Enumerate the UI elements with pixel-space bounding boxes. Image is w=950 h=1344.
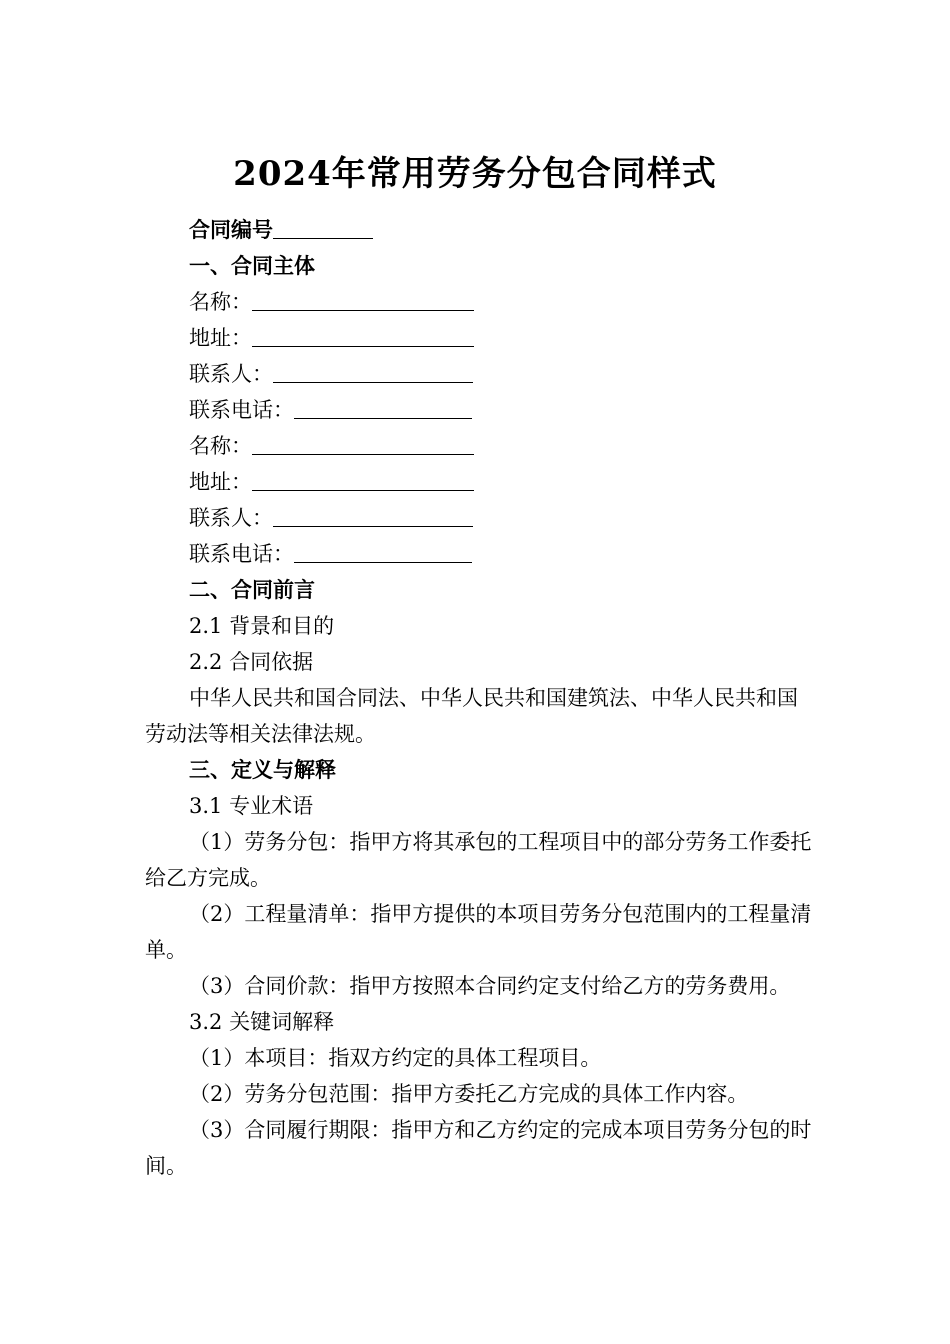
party-a-name-label: 名称： <box>189 290 252 314</box>
party-a-contact-label: 联系人： <box>189 362 273 386</box>
party-b-contact-label: 联系人： <box>189 506 273 530</box>
keyword-item-1: （1）本项目：指双方约定的具体工程项目。 <box>189 1046 602 1070</box>
party-b-contact-line <box>189 500 473 536</box>
contract-number-label: 合同编号 <box>189 218 273 242</box>
party-b-address-line <box>189 464 474 500</box>
keyword-item-2: （2）劳务分包范围：指甲方委托乙方完成的具体工作内容。 <box>189 1082 749 1106</box>
term-item-1: （1）劳务分包：指甲方将其承包的工程项目中的部分劳务工作委托给乙方完成。 <box>145 830 812 890</box>
party-b-phone-line <box>189 536 472 572</box>
party-b-name-line <box>189 428 474 464</box>
party-a-phone-label: 联系电话： <box>189 398 294 422</box>
term-item-2: （2）工程量清单：指甲方提供的本项目劳务分包范围内的工程量清单。 <box>145 902 812 962</box>
section3-sub1: 3.1 专业术语 <box>189 794 314 818</box>
party-a-contact-blank <box>273 360 473 383</box>
party-a-name-blank <box>252 288 474 311</box>
party-b-name-blank <box>252 432 474 455</box>
section2-paragraph: 中华人民共和国合同法、中华人民共和国建筑法、中华人民共和国劳动法等相关法律法规。 <box>145 686 798 746</box>
section1-heading: 一、合同主体 <box>189 254 315 278</box>
party-a-phone-line <box>189 392 472 428</box>
party-b-phone-label: 联系电话： <box>189 542 294 566</box>
party-b-name-label: 名称： <box>189 434 252 458</box>
party-b-phone-blank <box>294 540 472 563</box>
document-title: 2024年常用劳务分包合同样式 <box>233 154 717 194</box>
section3-sub2: 3.2 关键词解释 <box>189 1010 335 1034</box>
section2-heading: 二、合同前言 <box>189 578 315 602</box>
section3-heading: 三、定义与解释 <box>189 758 336 782</box>
party-a-contact-line <box>189 356 473 392</box>
party-b-address-label: 地址： <box>189 470 252 494</box>
term-item-3: （3）合同价款：指甲方按照本合同约定支付给乙方的劳务费用。 <box>189 974 791 998</box>
party-a-address-blank <box>252 324 474 347</box>
party-a-name-line <box>189 284 474 320</box>
contract-number-line <box>189 212 373 248</box>
section2-item2: 2.2 合同依据 <box>189 650 314 674</box>
keyword-item-3: （3）合同履行期限：指甲方和乙方约定的完成本项目劳务分包的时间。 <box>145 1118 812 1178</box>
party-b-address-blank <box>252 468 474 491</box>
party-a-address-line <box>189 320 474 356</box>
party-a-phone-blank <box>294 396 472 419</box>
party-b-contact-blank <box>273 504 473 527</box>
party-a-address-label: 地址： <box>189 326 252 350</box>
section2-item1: 2.1 背景和目的 <box>189 614 335 638</box>
contract-number-blank <box>273 216 373 239</box>
